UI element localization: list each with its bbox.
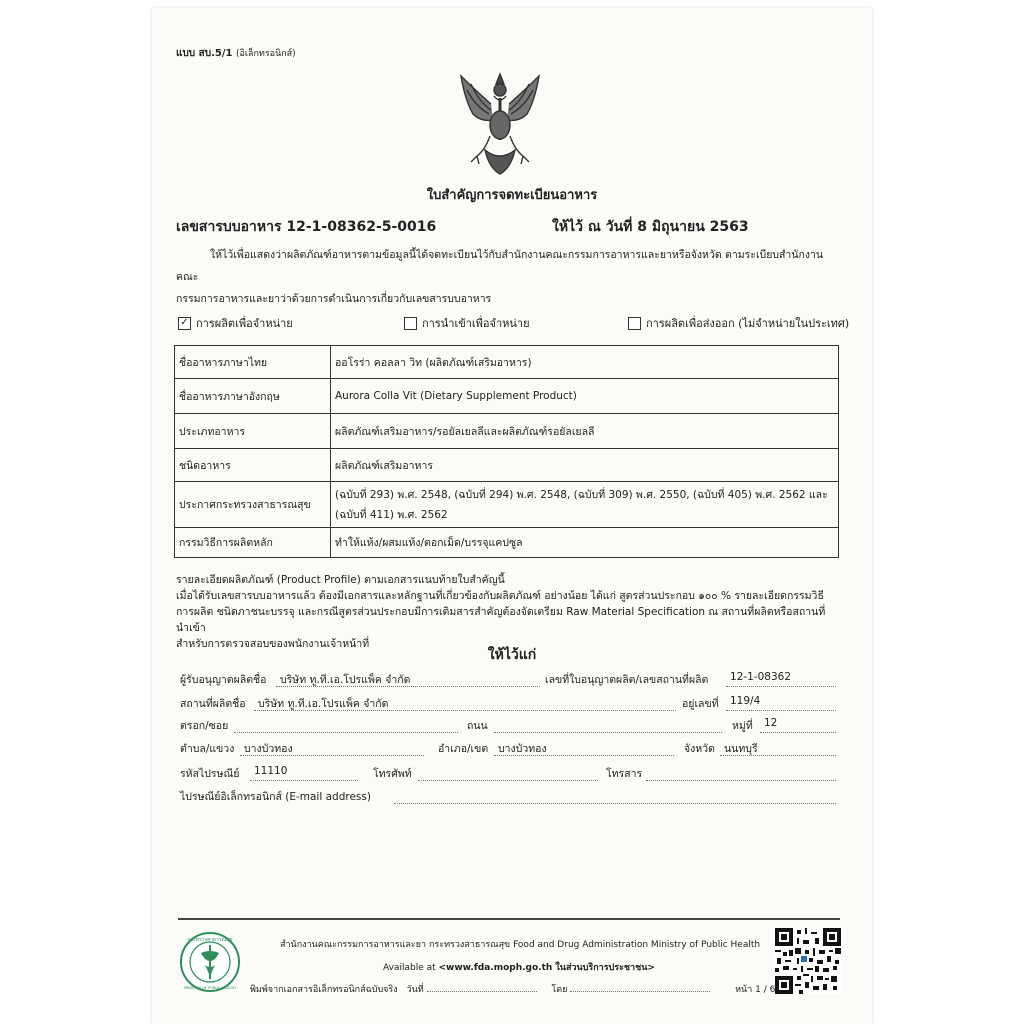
fax-label: โทรสาร bbox=[606, 768, 643, 780]
road-label: ถนน bbox=[467, 720, 488, 732]
checkbox-export[interactable] bbox=[628, 314, 849, 332]
checkbox-label: การผลิตเพื่อจำหน่าย bbox=[196, 317, 293, 330]
district-field: บางบัวทอง bbox=[494, 740, 674, 756]
province-field: นนทบุรี bbox=[720, 740, 836, 756]
page-number: หน้า 1 / 6 bbox=[735, 985, 776, 995]
print-by-field bbox=[570, 991, 710, 992]
intro-line-2: กรรมการอาหารและยาว่าด้วยการดำเนินการเกี่ยวกับเลขสารบบอาหาร bbox=[176, 293, 492, 305]
qr-code-icon[interactable] bbox=[775, 928, 841, 994]
footer-available: Available at <www.fda.moph.go.th ในส่วนบริการประชาชน> bbox=[383, 963, 655, 973]
licensee-label: ผู้รับอนุญาตผลิตชื่อ bbox=[180, 674, 267, 686]
logo-top-text: กระทรวงสาธารณสุข bbox=[187, 937, 233, 943]
license-number-label: เลขที่ใบอนุญาตผลิต/เลขสถานที่ผลิต bbox=[545, 674, 709, 686]
moo-label: หมู่ที่ bbox=[732, 720, 753, 732]
registration-number: เลขสารบบอาหาร 12-1-08362-5-0016 bbox=[176, 219, 437, 235]
table-row bbox=[175, 414, 839, 449]
house-number-field: 119/4 bbox=[726, 695, 836, 711]
row-value: ผลิตภัณฑ์เสริมอาหาร bbox=[331, 449, 839, 482]
house-number-label: อยู่เลขที่ bbox=[682, 698, 719, 710]
document-title: ใบสำคัญการจดทะเบียนอาหาร bbox=[426, 188, 598, 203]
site-field: บริษัท ทู.ที.เอ.โปรแพ็ค จำกัด bbox=[254, 695, 676, 711]
form-code: แบบ สบ.5/1 (อิเล็กทรอนิกส์) bbox=[176, 48, 296, 59]
district-label: อำเภอ/เขต bbox=[438, 743, 489, 755]
road-field bbox=[494, 717, 722, 733]
logo-bottom-text: MINISTRY OF PUBLIC HEALTH bbox=[184, 986, 236, 990]
detail-line: สำหรับการตรวจสอบของพนักงานเจ้าหน้าที่ bbox=[176, 638, 370, 650]
fda-website-link[interactable]: <www.fda.moph.go.th ในส่วนบริการประชาชน> bbox=[438, 963, 655, 973]
row-label: ชื่ออาหารภาษาไทย bbox=[175, 346, 331, 379]
product-info-table bbox=[174, 345, 839, 558]
row-label: ประเภทอาหาร bbox=[175, 414, 331, 449]
issue-date: ให้ไว้ ณ วันที่ 8 มิถุนายน 2563 bbox=[552, 219, 749, 235]
intro-line-1: ให้ไว้เพื่อแสดงว่าผลิตภัณฑ์อาหารตามข้อมูลนี้ได้จดทะเบียนไว้กับสำนักงานคณะกรรมการอาหารและยาหรือจังหวัด ตามระเบียบสำนักงานคณะ bbox=[176, 249, 824, 283]
detail-line: เมื่อได้รับเลขสารบบอาหารแล้ว ต้องมีเอกสารและหลักฐานที่เกี่ยวข้องกับผลิตภัณฑ์ อย่างน้อย ได้แก่ สูตรส่วนประกอบ ๑๐๐ % รายละเอียดกรรมวิธี bbox=[176, 590, 824, 602]
moph-logo-icon bbox=[179, 931, 241, 993]
product-detail-notes bbox=[176, 572, 838, 652]
email-field bbox=[394, 788, 836, 804]
print-info bbox=[250, 982, 775, 996]
detail-line: รายละเอียดผลิตภัณฑ์ (Product Profile) ตามเอกสารแนบท้ายใบสำคัญนี้ bbox=[176, 574, 505, 586]
print-date-label: วันที่ bbox=[406, 985, 424, 995]
table-row bbox=[175, 449, 839, 482]
garuda-emblem-icon bbox=[455, 70, 545, 176]
row-value: ออโรร่า คอลลา วิท (ผลิตภัณฑ์เสริมอาหาร) bbox=[331, 346, 839, 379]
checkbox-empty-icon[interactable] bbox=[404, 317, 417, 330]
subdistrict-field: บางบัวทอง bbox=[240, 740, 424, 756]
email-label: ไปรษณีย์อิเล็กทรอนิกส์ (E-mail address) bbox=[180, 791, 371, 803]
phone-field bbox=[418, 765, 598, 781]
checkbox-empty-icon[interactable] bbox=[628, 317, 641, 330]
licensee-field: บริษัท ทู.ที.เอ.โปรแพ็ค จำกัด bbox=[276, 671, 540, 687]
detail-line: การผลิต ชนิดภาชนะบรรจุ และกรณีสูตรส่วนประกอบมีการเติมสารสำคัญต้องจัดเตรียม Raw Material Specification ณ สถานที่ผลิตหรือสถานที่นำเข้า bbox=[176, 606, 826, 634]
soi-label: ตรอก/ซอย bbox=[180, 720, 229, 732]
checkmark-icon[interactable]: ✓ bbox=[178, 317, 191, 330]
row-value: Aurora Colla Vit (Dietary Supplement Product) bbox=[331, 379, 839, 414]
postcode-label: รหัสไปรษณีย์ bbox=[180, 768, 240, 780]
province-label: จังหวัด bbox=[684, 743, 715, 755]
print-label: พิมพ์จากเอกสารอิเล็กทรอนิกส์ฉบับจริง bbox=[250, 985, 398, 995]
row-label: ชนิดอาหาร bbox=[175, 449, 331, 482]
row-value: (ฉบับที่ 293) พ.ศ. 2548, (ฉบับที่ 294) พ.ศ. 2548, (ฉบับที่ 309) พ.ศ. 2550, (ฉบับที่ 405) พ.ศ. 2562 และ (ฉบับที่ 411) พ.ศ. 2562 bbox=[331, 482, 839, 528]
phone-label: โทรศัพท์ bbox=[373, 768, 412, 780]
print-date-field bbox=[427, 991, 537, 992]
row-label: ประกาศกระทรวงสาธารณสุข bbox=[175, 482, 331, 528]
row-label: ชื่ออาหารภาษาอังกฤษ bbox=[175, 379, 331, 414]
checkbox-manufacture-sale[interactable] bbox=[178, 314, 293, 332]
row-label: กรรมวิธีการผลิตหลัก bbox=[175, 528, 331, 558]
form-type: (อิเล็กทรอนิกส์) bbox=[235, 49, 296, 59]
print-by-label: โดย bbox=[551, 985, 568, 995]
table-row bbox=[175, 379, 839, 414]
table-row bbox=[175, 482, 839, 528]
table-row bbox=[175, 346, 839, 379]
row-value: ผลิตภัณฑ์เสริมอาหาร/รอยัลเยลลีและผลิตภัณฑ์รอยัลเยลลี bbox=[331, 414, 839, 449]
postcode-field: 11110 bbox=[250, 765, 358, 781]
checkbox-import-sale[interactable] bbox=[404, 314, 530, 332]
moo-field: 12 bbox=[760, 717, 836, 733]
table-row bbox=[175, 528, 839, 558]
checkbox-label: การผลิตเพื่อส่งออก (ไม่จำหน่ายในประเทศ) bbox=[646, 317, 850, 330]
footer-agency: สำนักงานคณะกรรมการอาหารและยา กระทรวงสาธารณสุข Food and Drug Administration Ministry of Public Health bbox=[280, 940, 761, 950]
subdistrict-label: ตำบล/แขวง bbox=[180, 743, 235, 755]
intro-paragraph bbox=[176, 244, 838, 310]
given-to-heading: ให้ไว้แก่ bbox=[487, 647, 537, 663]
site-label: สถานที่ผลิตชื่อ bbox=[180, 698, 246, 710]
soi-field bbox=[234, 717, 458, 733]
fax-field bbox=[646, 765, 836, 781]
row-value: ทำให้แห้ง/ผสมแห้ง/ตอกเม็ด/บรรจุแคปซูล bbox=[331, 528, 839, 558]
checkbox-label: การนำเข้าเพื่อจำหน่าย bbox=[422, 317, 530, 330]
footer-divider bbox=[178, 918, 840, 920]
license-number-field: 12-1-08362 bbox=[726, 671, 836, 687]
